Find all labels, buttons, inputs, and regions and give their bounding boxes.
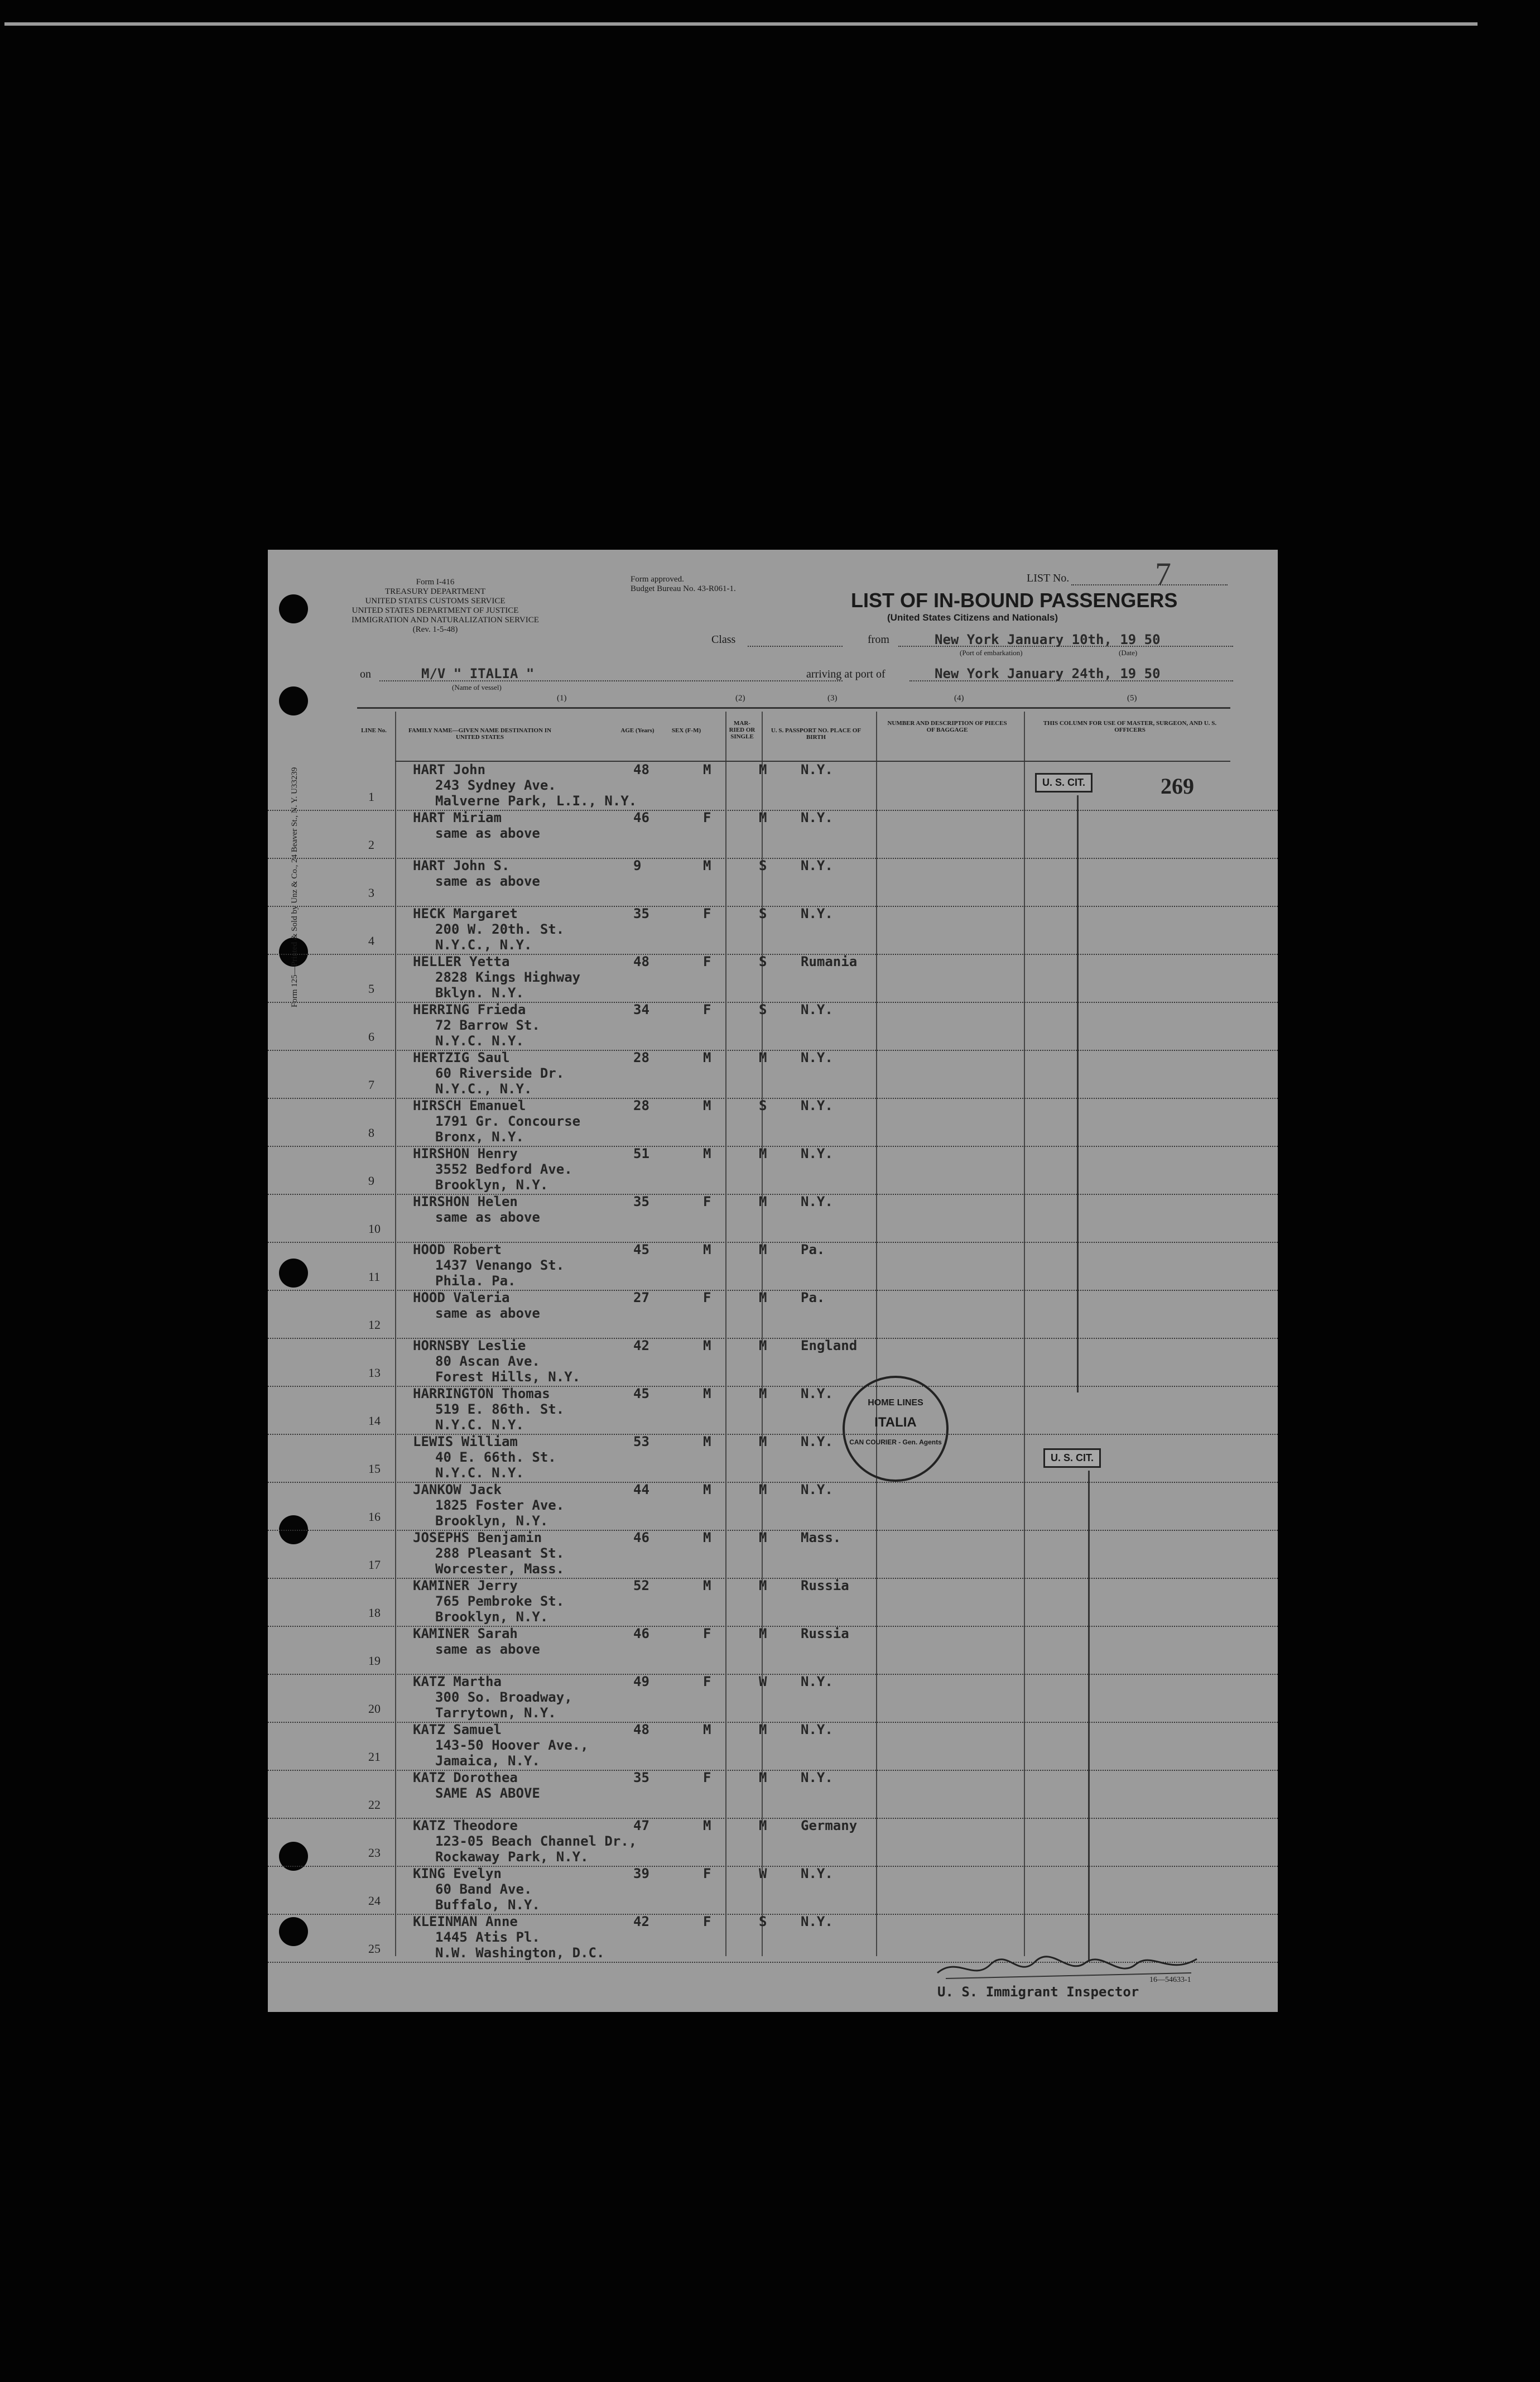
col-num-2: (2)	[735, 694, 745, 703]
address-line-1: 519 E. 86th. St.	[435, 1401, 565, 1417]
address-line-1: 300 So. Broadway,	[435, 1689, 572, 1705]
passenger-name: HART John S.	[413, 858, 510, 873]
col-baggage-header: NUMBER AND DESCRIPTION OF PIECES OF BAGGAGE	[887, 720, 1007, 733]
birthplace-value: Rumania	[801, 954, 858, 969]
line-number: 9	[368, 1174, 374, 1188]
age-value: 51	[633, 1146, 649, 1161]
address-line-1: SAME AS ABOVE	[435, 1785, 540, 1801]
line-number: 21	[368, 1750, 381, 1764]
table-row	[268, 810, 1278, 859]
age-value: 48	[633, 762, 649, 777]
birthplace-value: N.Y.	[801, 1434, 833, 1449]
stamp-line-3: CAN COURIER - Gen. Agents	[849, 1438, 942, 1446]
approval-block	[631, 575, 736, 594]
line-number: 13	[368, 1366, 381, 1380]
date-caption: (Date)	[1119, 649, 1138, 657]
table-row	[268, 1770, 1278, 1819]
line-number: 20	[368, 1702, 381, 1716]
us-cit-bracket-line-2	[1088, 1471, 1090, 1962]
birthplace-value: N.Y.	[801, 1194, 833, 1209]
line-number: 16	[368, 1510, 381, 1524]
marital-status-value: S	[759, 1914, 767, 1929]
binder-hole	[279, 686, 308, 715]
sex-value: M	[703, 762, 711, 777]
age-value: 44	[633, 1482, 649, 1497]
passenger-name: KATZ Samuel	[413, 1722, 502, 1737]
age-value: 45	[633, 1386, 649, 1401]
line-number: 6	[368, 1030, 374, 1044]
marital-status-value: M	[759, 810, 767, 825]
sex-value: M	[703, 1098, 711, 1113]
line-number: 11	[368, 1270, 381, 1284]
line-number: 24	[368, 1894, 381, 1908]
address-line-1: same as above	[435, 825, 540, 841]
marital-status-value: M	[759, 1530, 767, 1545]
marital-status-value: M	[759, 1818, 767, 1833]
col-num-5: (5)	[1127, 694, 1137, 703]
address-line-1: 200 W. 20th. St.	[435, 921, 565, 937]
table-row	[268, 1194, 1278, 1243]
age-value: 35	[633, 906, 649, 921]
col-name-header: FAMILY NAME—GIVEN NAME DESTINATION IN UNITED STATES	[408, 727, 552, 741]
table-row	[268, 1338, 1278, 1387]
table-row	[268, 954, 1278, 1003]
address-line-1: same as above	[435, 873, 540, 889]
list-no-line	[1071, 584, 1228, 585]
sex-value: F	[703, 810, 711, 825]
passenger-name: HOOD Robert	[413, 1242, 502, 1257]
line-number: 2	[368, 838, 374, 852]
birthplace-value: N.Y.	[801, 1770, 833, 1785]
passenger-list-sheet	[268, 550, 1278, 2012]
sex-value: F	[703, 1626, 711, 1641]
sex-value: M	[703, 1434, 711, 1449]
address-line-2: N.Y.C. N.Y.	[435, 1417, 524, 1433]
col-num-3: (3)	[827, 694, 838, 703]
address-line-1: 1445 Atis Pl.	[435, 1929, 540, 1945]
address-line-2: Jamaica, N.Y.	[435, 1753, 540, 1769]
marital-status-value: M	[759, 1626, 767, 1641]
vessel-caption: (Name of vessel)	[452, 683, 502, 691]
inspector-label: U. S. Immigrant Inspector	[937, 1984, 1139, 2000]
marital-status-value: M	[759, 1146, 767, 1161]
address-line-2: Phila. Pa.	[435, 1273, 516, 1289]
table-row	[268, 1242, 1278, 1291]
sex-value: F	[703, 906, 711, 921]
passenger-name: KAMINER Jerry	[413, 1578, 518, 1593]
stamp-line-2: ITALIA	[874, 1415, 917, 1430]
birthplace-value: Russia	[801, 1626, 849, 1641]
list-no-value: 7	[1155, 556, 1171, 592]
address-line-2: Worcester, Mass.	[435, 1561, 565, 1577]
address-line-2: Brooklyn, N.Y.	[435, 1177, 548, 1193]
passenger-name: HERTZIG Saul	[413, 1050, 510, 1065]
birthplace-value: Pa.	[801, 1242, 825, 1257]
address-line-2: N.Y.C., N.Y.	[435, 937, 532, 953]
address-line-1: 288 Pleasant St.	[435, 1545, 565, 1561]
age-value: 39	[633, 1866, 649, 1881]
sex-value: M	[703, 1338, 711, 1353]
age-value: 48	[633, 1722, 649, 1737]
line-number: 23	[368, 1846, 381, 1860]
passenger-name: HARRINGTON Thomas	[413, 1386, 550, 1401]
birthplace-value: N.Y.	[801, 1146, 833, 1161]
line-number: 12	[368, 1318, 381, 1332]
form-code: 16—54633-1	[1149, 1976, 1191, 1984]
passenger-name: KLEINMAN Anne	[413, 1914, 518, 1929]
passenger-name: HORNSBY Leslie	[413, 1338, 526, 1353]
passenger-name: HIRSHON Helen	[413, 1194, 518, 1209]
sex-value: M	[703, 1722, 711, 1737]
col-age-header: AGE (Years)	[620, 727, 654, 734]
passenger-name: KATZ Martha	[413, 1674, 502, 1689]
passenger-name: HIRSHON Henry	[413, 1146, 518, 1161]
birthplace-value: England	[801, 1338, 858, 1353]
address-line-2: Malverne Park, L.I., N.Y.	[435, 793, 637, 809]
address-line-2: N.Y.C. N.Y.	[435, 1033, 524, 1049]
table-row	[268, 858, 1278, 907]
sex-value: F	[703, 1770, 711, 1785]
passenger-name: KING Evelyn	[413, 1866, 502, 1881]
marital-status-value: M	[759, 1050, 767, 1065]
col-sex-header: SEX (F-M)	[671, 727, 701, 734]
birthplace-value: N.Y.	[801, 1674, 833, 1689]
birthplace-value: N.Y.	[801, 1866, 833, 1881]
sex-value: M	[703, 1050, 711, 1065]
line-number: 22	[368, 1798, 381, 1812]
marital-status-value: W	[759, 1674, 767, 1689]
address-line-2: Brooklyn, N.Y.	[435, 1513, 548, 1529]
passenger-name: HOOD Valeria	[413, 1290, 510, 1305]
address-line-2: N.W. Washington, D.C.	[435, 1945, 605, 1961]
age-value: 46	[633, 810, 649, 825]
birthplace-value: N.Y.	[801, 1386, 833, 1401]
table-row	[268, 1434, 1278, 1483]
address-line-2: Forest Hills, N.Y.	[435, 1369, 581, 1385]
arriving-label: arriving at port of	[806, 668, 886, 680]
age-value: 28	[633, 1098, 649, 1113]
passenger-name: HELLER Yetta	[413, 954, 510, 969]
birthplace-value: N.Y.	[801, 1482, 833, 1497]
marital-status-value: M	[759, 1770, 767, 1785]
address-line-1: 143-50 Hoover Ave.,	[435, 1737, 589, 1753]
age-value: 27	[633, 1290, 649, 1305]
marital-status-value: S	[759, 1002, 767, 1017]
birthplace-value: Mass.	[801, 1530, 841, 1545]
address-line-1: 3552 Bedford Ave.	[435, 1161, 572, 1177]
col-num-1: (1)	[557, 694, 567, 703]
birthplace-value: N.Y.	[801, 1098, 833, 1113]
table-row	[268, 1482, 1278, 1531]
address-line-2: Brooklyn, N.Y.	[435, 1609, 548, 1625]
sex-value: F	[703, 1914, 711, 1929]
marital-status-value: M	[759, 1242, 767, 1257]
table-row	[268, 762, 1278, 811]
table-row	[268, 1866, 1278, 1915]
table-row	[268, 906, 1278, 955]
address-line-1: same as above	[435, 1305, 540, 1321]
sex-value: F	[703, 954, 711, 969]
table-row	[268, 1386, 1278, 1435]
class-line	[748, 646, 843, 647]
us-cit-stamp: U. S. CIT.	[1035, 773, 1093, 793]
vessel-name: M/V " ITALIA "	[421, 666, 535, 681]
sex-value: M	[703, 1482, 711, 1497]
form-number: Form I-416	[416, 578, 455, 587]
marital-status-value: M	[759, 1386, 767, 1401]
address-line-1: same as above	[435, 1209, 540, 1225]
col-married-header: MAR-RIED OR SINGLE	[729, 720, 755, 740]
birthplace-value: N.Y.	[801, 906, 833, 921]
age-value: 9	[633, 858, 642, 873]
page-total: 269	[1161, 774, 1194, 799]
line-number: 7	[368, 1078, 374, 1092]
customs-service: UNITED STATES CUSTOMS SERVICE	[365, 597, 506, 606]
budget-bureau: Budget Bureau No. 43-R061-1.	[631, 584, 736, 593]
document-title: LIST OF IN-BOUND PASSENGERS	[851, 589, 1178, 612]
address-line-1: 1825 Foster Ave.	[435, 1497, 565, 1513]
marital-status-value: M	[759, 1194, 767, 1209]
col-line-header: LINE No.	[361, 727, 387, 734]
stamp-line-1: HOME LINES	[868, 1398, 923, 1408]
marital-status-value: S	[759, 858, 767, 873]
sex-value: F	[703, 1194, 711, 1209]
address-line-1: 2828 Kings Highway	[435, 969, 581, 985]
round-ship-stamp	[843, 1376, 949, 1482]
age-value: 47	[633, 1818, 649, 1833]
age-value: 42	[633, 1914, 649, 1929]
marital-status-value: M	[759, 1578, 767, 1593]
marital-status-value: M	[759, 1434, 767, 1449]
address-line-2: N.Y.C., N.Y.	[435, 1081, 532, 1097]
sex-value: F	[703, 1290, 711, 1305]
age-value: 49	[633, 1674, 649, 1689]
marital-status-value: M	[759, 1338, 767, 1353]
table-row	[268, 1626, 1278, 1675]
birthplace-value: N.Y.	[801, 810, 833, 825]
table-row	[268, 1146, 1278, 1195]
address-line-1: 40 E. 66th. St.	[435, 1449, 556, 1465]
table-row	[268, 1290, 1278, 1339]
header-rule	[357, 707, 1230, 709]
sex-value: M	[703, 1530, 711, 1545]
table-row	[268, 1098, 1278, 1147]
form-header-left	[352, 578, 539, 635]
line-number: 14	[368, 1414, 381, 1428]
line-number: 15	[368, 1462, 381, 1476]
scan-top-edge	[4, 22, 1478, 26]
line-number: 17	[368, 1558, 381, 1572]
age-value: 34	[633, 1002, 649, 1017]
address-line-2: Rockaway Park, N.Y.	[435, 1849, 589, 1865]
age-value: 42	[633, 1338, 649, 1353]
document-subtitle: (United States Citizens and Nationals)	[887, 612, 1058, 623]
binder-hole	[279, 594, 308, 623]
age-value: 48	[633, 954, 649, 969]
address-line-2: N.Y.C. N.Y.	[435, 1465, 524, 1481]
col-officers-header: THIS COLUMN FOR USE OF MASTER, SURGEON, AND U. S. OFFICERS	[1043, 720, 1217, 733]
age-value: 46	[633, 1626, 649, 1641]
sex-value: M	[703, 1578, 711, 1593]
address-line-2: Bklyn. N.Y.	[435, 985, 524, 1001]
line-number: 3	[368, 886, 374, 900]
sex-value: F	[703, 1002, 711, 1017]
address-line-2: Buffalo, N.Y.	[435, 1897, 540, 1913]
passenger-name: HART John	[413, 762, 486, 777]
birthplace-value: N.Y.	[801, 762, 833, 777]
passenger-name: LEWIS William	[413, 1434, 518, 1449]
passenger-name: JANKOW Jack	[413, 1482, 502, 1497]
from-label: from	[868, 633, 889, 646]
passenger-name: KATZ Theodore	[413, 1818, 518, 1833]
port-embark-caption: (Port of embarkation)	[960, 649, 1023, 657]
age-value: 35	[633, 1194, 649, 1209]
sex-value: M	[703, 1818, 711, 1833]
age-value: 52	[633, 1578, 649, 1593]
treasury-dept: TREASURY DEPARTMENT	[384, 587, 486, 596]
age-value: 53	[633, 1434, 649, 1449]
marital-status-value: S	[759, 906, 767, 921]
passenger-name: HECK Margaret	[413, 906, 518, 921]
marital-status-value: S	[759, 954, 767, 969]
birthplace-value: N.Y.	[801, 1050, 833, 1065]
table-row	[268, 1722, 1278, 1771]
marital-status-value: W	[759, 1866, 767, 1881]
marital-status-value: M	[759, 1290, 767, 1305]
line-number: 19	[368, 1654, 381, 1668]
table-row	[268, 1674, 1278, 1723]
arriving-value: New York January 24th, 19 50	[935, 666, 1161, 681]
birthplace-value: Russia	[801, 1578, 849, 1593]
birthplace-value: Germany	[801, 1818, 858, 1833]
marital-status-value: M	[759, 762, 767, 777]
address-line-1: 243 Sydney Ave.	[435, 777, 556, 793]
marital-status-value: S	[759, 1098, 767, 1113]
us-cit-stamp-2: U. S. CIT.	[1043, 1448, 1101, 1468]
sex-value: M	[703, 1386, 711, 1401]
address-line-1: same as above	[435, 1641, 540, 1657]
ins-service: IMMIGRATION AND NATURALIZATION SERVICE	[352, 616, 539, 625]
address-line-1: 123-05 Beach Channel Dr.,	[435, 1833, 637, 1849]
sex-value: M	[703, 858, 711, 873]
address-line-1: 765 Pembroke St.	[435, 1593, 565, 1609]
birthplace-value: N.Y.	[801, 1722, 833, 1737]
table-row	[268, 1530, 1278, 1579]
passenger-name: KATZ Dorothea	[413, 1770, 518, 1785]
table-row	[268, 1050, 1278, 1099]
address-line-1: 1791 Gr. Concourse	[435, 1113, 581, 1129]
table-row	[268, 1818, 1278, 1867]
justice-dept: UNITED STATES DEPARTMENT OF JUSTICE	[352, 606, 519, 615]
birthplace-value: N.Y.	[801, 1914, 833, 1929]
line-number: 25	[368, 1942, 381, 1956]
age-value: 35	[633, 1770, 649, 1785]
marital-status-value: M	[759, 1722, 767, 1737]
us-cit-bracket-line	[1077, 795, 1079, 1392]
printer-imprint: Form 125—Printed & Sold by Unz & Co., 24 Beaver St., N. Y. U33239	[290, 767, 299, 1007]
birthplace-value: N.Y.	[801, 1002, 833, 1017]
col-num-4: (4)	[954, 694, 964, 703]
sex-value: M	[703, 1146, 711, 1161]
form-approved: Form approved.	[631, 575, 684, 584]
line-number: 1	[368, 790, 374, 804]
marital-status-value: M	[759, 1482, 767, 1497]
table-row	[268, 1002, 1278, 1051]
passenger-name: HIRSCH Emanuel	[413, 1098, 526, 1113]
revision: (Rev. 1-5-48)	[412, 625, 458, 634]
address-line-1: 1437 Venango St.	[435, 1257, 565, 1273]
line-number: 10	[368, 1222, 381, 1236]
age-value: 45	[633, 1242, 649, 1257]
line-number: 5	[368, 982, 374, 996]
birthplace-value: N.Y.	[801, 858, 833, 873]
address-line-2: Tarrytown, N.Y.	[435, 1705, 556, 1721]
passenger-name: KAMINER Sarah	[413, 1626, 518, 1641]
address-line-2: Bronx, N.Y.	[435, 1129, 524, 1145]
line-number: 18	[368, 1606, 381, 1620]
address-line-1: 60 Riverside Dr.	[435, 1065, 565, 1081]
table-row	[268, 1578, 1278, 1627]
sex-value: F	[703, 1674, 711, 1689]
address-line-1: 72 Barrow St.	[435, 1017, 540, 1033]
sex-value: M	[703, 1242, 711, 1257]
class-label: Class	[711, 633, 736, 646]
sex-value: F	[703, 1866, 711, 1881]
passenger-name: JOSEPHS Benjamin	[413, 1530, 542, 1545]
address-line-1: 80 Ascan Ave.	[435, 1353, 540, 1369]
address-line-1: 60 Band Ave.	[435, 1881, 532, 1897]
passenger-name: HART Miriam	[413, 810, 502, 825]
from-value: New York January 10th, 19 50	[935, 632, 1161, 647]
list-no-label: LIST No.	[1027, 572, 1070, 584]
passenger-name: HERRING Frieda	[413, 1002, 526, 1017]
age-value: 46	[633, 1530, 649, 1545]
birthplace-value: Pa.	[801, 1290, 825, 1305]
on-label: on	[360, 668, 371, 680]
line-number: 4	[368, 934, 374, 948]
col-passport-header: U. S. PASSPORT NO. PLACE OF BIRTH	[771, 727, 862, 741]
line-number: 8	[368, 1126, 374, 1140]
age-value: 28	[633, 1050, 649, 1065]
